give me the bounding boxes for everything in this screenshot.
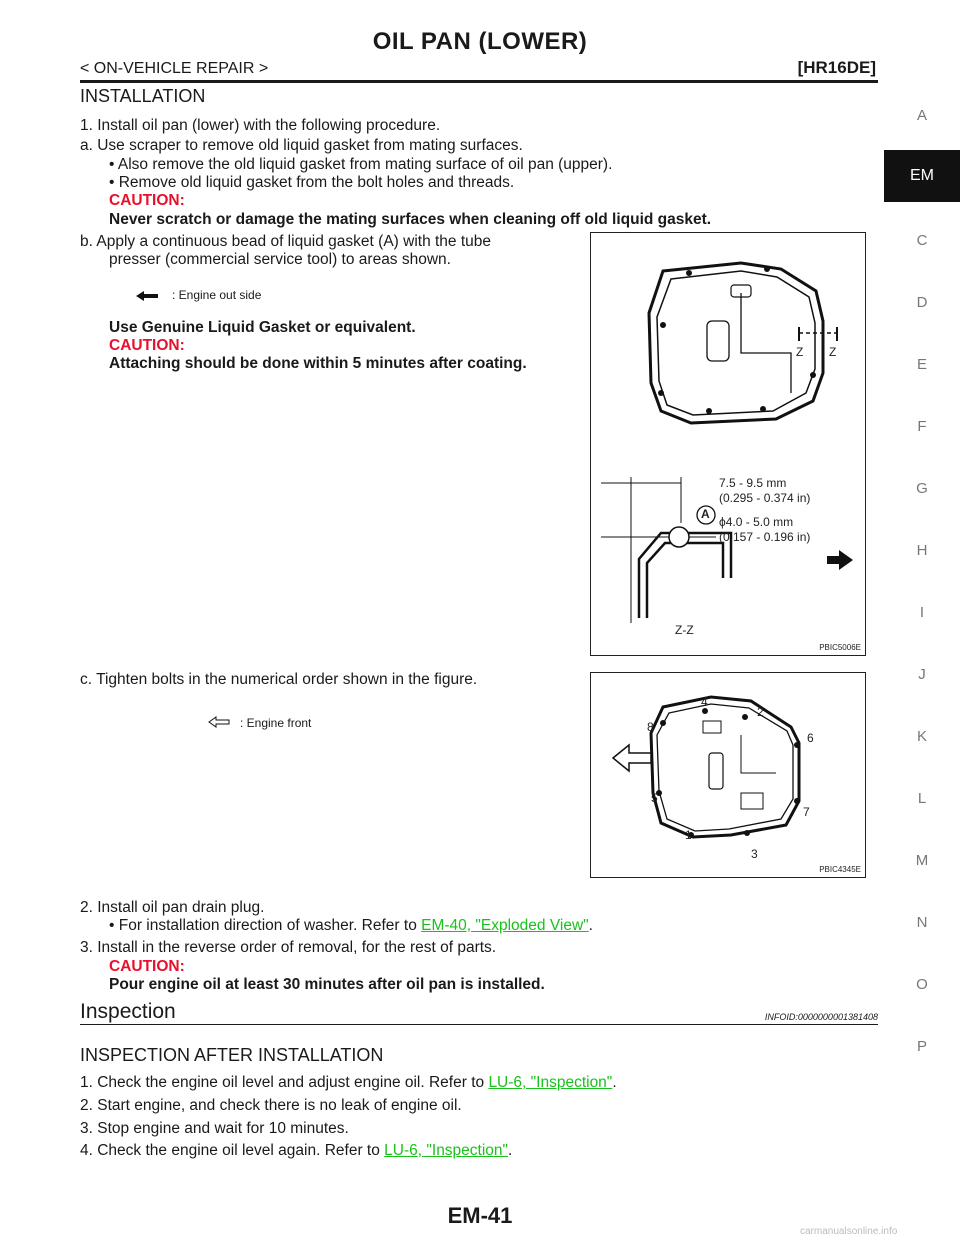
tab-e[interactable]: E [916, 356, 927, 373]
watermark: carmanualsonline.info [800, 1226, 898, 1237]
inspection-step-4-suffix: . [508, 1142, 513, 1159]
breadcrumb: < ON-VEHICLE REPAIR > [80, 60, 269, 77]
page-title: OIL PAN (LOWER) [372, 28, 588, 55]
bolt-6: 6 [807, 731, 814, 745]
tab-l[interactable]: L [917, 790, 927, 807]
bolt-order-diagram [591, 673, 865, 877]
exploded-view-link[interactable]: EM-40, "Exploded View" [421, 917, 589, 934]
inspection-step-1 [80, 1073, 617, 1092]
inspection-step-1-suffix: . [612, 1074, 617, 1091]
tab-i[interactable]: I [919, 604, 925, 621]
bolt-4: 4 [701, 695, 708, 709]
tab-m[interactable]: M [915, 852, 929, 869]
tab-em-label: EM [910, 167, 934, 184]
step-c: c. Tighten bolts in the numerical order shown in the figure. [80, 671, 478, 688]
gasket-diagram [591, 233, 865, 655]
tab-n[interactable]: N [916, 914, 928, 931]
gasket-figure [590, 232, 866, 656]
inspection-rule [80, 1024, 878, 1025]
z-label-left: Z [796, 345, 804, 359]
engine-front-legend: : Engine front [240, 716, 312, 730]
step-b-line-2: presser (commercial service tool) to areas shown. [109, 251, 451, 268]
gasket-a-label: A [701, 507, 710, 521]
inspection-step-2: 2. Start engine, and check there is no leak of engine oil. [80, 1097, 462, 1114]
step-2-bullet-text: • For installation direction of washer. Refer to [109, 917, 422, 934]
dim2-value: ϕ4.0 - 5.0 mm [719, 515, 794, 529]
tab-j[interactable]: J [918, 666, 926, 683]
caution-text-b: Attaching should be done within 5 minutes after coating. [109, 355, 527, 372]
page-number: EM-41 [447, 1203, 513, 1228]
tab-p[interactable]: P [916, 1038, 927, 1055]
step-2-bullet [109, 916, 593, 935]
header-rule [80, 80, 878, 83]
step-1: 1. Install oil pan (lower) with the following procedure. [80, 117, 441, 134]
inspection-step-3: 3. Stop engine and wait for 10 minutes. [80, 1120, 349, 1137]
installation-heading: INSTALLATION [80, 86, 206, 106]
dim1-inches: (0.295 - 0.374 in) [719, 491, 811, 505]
dim2-inches: (0.157 - 0.196 in) [719, 530, 811, 544]
bolt-2: 2 [757, 705, 764, 719]
inspection-step-4-text: 4. Check the engine oil level again. Refer to [80, 1142, 385, 1159]
lu6-inspection-link-2[interactable]: LU-6, "Inspection" [384, 1142, 509, 1159]
inspection-step-4 [80, 1141, 512, 1160]
tab-g[interactable]: G [916, 480, 928, 497]
engine-out-side-icon [136, 288, 158, 306]
engine-front-icon [208, 715, 230, 733]
caution-label-3: CAUTION: [109, 958, 185, 975]
lu6-inspection-link-1[interactable]: LU-6, "Inspection" [488, 1074, 613, 1091]
bolt-1: 1 [685, 828, 692, 842]
step-a-bullet-2: • Remove old liquid gasket from the bolt holes and threads. [109, 174, 515, 191]
tab-em-active[interactable] [884, 150, 960, 202]
dim1-value: 7.5 - 9.5 mm [719, 476, 787, 490]
bolt-5: 5 [651, 791, 658, 805]
inspection-step-1-text: 1. Check the engine oil level and adjust engine oil. Refer to [80, 1074, 489, 1091]
tab-a[interactable]: A [916, 107, 927, 124]
engine-out-side-legend: : Engine out side [172, 288, 262, 302]
step-2-bullet-suffix: . [588, 917, 593, 934]
step-b-note: Use Genuine Liquid Gasket or equivalent. [109, 319, 416, 336]
tab-d[interactable]: D [916, 294, 928, 311]
inspection-heading: Inspection [80, 1000, 176, 1023]
caution-label-b: CAUTION: [109, 337, 185, 354]
tab-h[interactable]: H [916, 542, 928, 559]
caution-text-3: Pour engine oil at least 30 minutes after oil pan is installed. [109, 976, 545, 993]
bolt-7: 7 [803, 805, 810, 819]
step-2: 2. Install oil pan drain plug. [80, 899, 265, 916]
tab-f[interactable]: F [917, 418, 927, 435]
z-label-right: Z [829, 345, 837, 359]
step-3: 3. Install in the reverse order of removal, for the rest of parts. [80, 939, 497, 956]
step-b-line-1: b. Apply a continuous bead of liquid gasket (A) with the tube [80, 233, 492, 250]
tab-c[interactable]: C [916, 232, 928, 249]
bolt-order-figure [590, 672, 866, 878]
tab-o[interactable]: O [916, 976, 928, 993]
inspection-subheading: INSPECTION AFTER INSTALLATION [80, 1045, 384, 1065]
step-a: a. Use scraper to remove old liquid gasket from mating surfaces. [80, 137, 523, 154]
engine-code: [HR16DE] [797, 58, 876, 77]
section-label: Z-Z [675, 623, 694, 637]
figure2-id: PBIC4345E [819, 865, 861, 874]
bolt-8: 8 [647, 720, 654, 734]
info-id: INFOID:0000000001381408 [764, 1012, 878, 1022]
caution-label-a: CAUTION: [109, 192, 185, 209]
bolt-3: 3 [751, 847, 758, 861]
step-a-bullet-1: • Also remove the old liquid gasket from mating surface of oil pan (upper). [109, 156, 613, 173]
caution-text-a: Never scratch or damage the mating surfaces when cleaning off old liquid gasket. [109, 211, 712, 228]
figure1-id: PBIC5006E [819, 643, 861, 652]
tab-k[interactable]: K [916, 728, 927, 745]
